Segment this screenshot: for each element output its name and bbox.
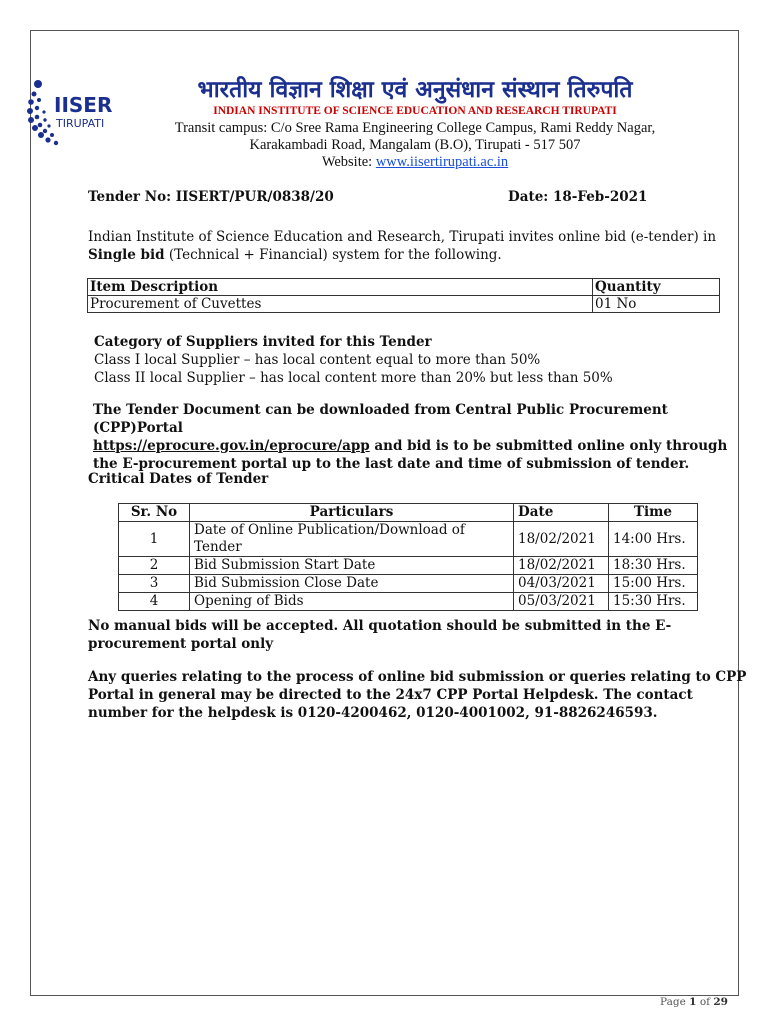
website-link[interactable]: www.iisertirupati.ac.in	[375, 154, 509, 170]
query-line-3: number for the helpdesk is 0120-4200462, 0120-4001002, 91-8826246593.	[88, 705, 658, 721]
particulars: Opening of Bids	[190, 593, 514, 611]
intro-paragraph	[88, 228, 728, 264]
download-paragraph	[93, 401, 729, 473]
table-row	[119, 557, 698, 575]
sr-no: 1	[119, 522, 190, 557]
category-heading: Category of Suppliers invited for this Tender	[94, 334, 432, 350]
time-cell: 15:00 Hrs.	[609, 575, 698, 593]
critical-dates-table	[118, 503, 698, 611]
item-quantity: 01 No	[593, 296, 720, 313]
address-line-2: Karakambadi Road, Mangalam (B.O), Tirupati - 517 507	[249, 137, 581, 153]
category-line-1: Class I local Supplier – has local content equal to more than 50%	[94, 352, 541, 368]
table-row	[119, 522, 698, 557]
date-cell: 18/02/2021	[514, 557, 609, 575]
page-number: 1	[689, 996, 697, 1008]
website-line	[140, 154, 690, 171]
table-row	[88, 296, 720, 313]
download-line-3: the E-procurement portal up to the last date and time of submission of tender.	[93, 456, 690, 472]
table-header-row	[88, 279, 720, 296]
hindi-title: भारतीय विज्ञान शिक्षा एवं अनुसंधान संस्थान तिरुपति	[197, 77, 633, 103]
particulars: Bid Submission Start Date	[190, 557, 514, 575]
website-label: Website:	[321, 154, 376, 170]
items-table	[87, 278, 720, 313]
category-line-2: Class II local Supplier – has local content more than 20% but less than 50%	[94, 370, 613, 386]
sr-no: 4	[119, 593, 190, 611]
manual-line-1: No manual bids will be accepted. All quotation should be submitted in the E-	[88, 618, 672, 634]
eprocure-link[interactable]: https://eprocure.gov.in/eprocure/app	[93, 438, 370, 454]
critical-dates-heading: Critical Dates of Tender	[88, 471, 269, 487]
manual-line-2: procurement portal only	[88, 636, 274, 652]
table-header-row	[119, 504, 698, 522]
time-cell: 14:00 Hrs.	[609, 522, 698, 557]
sr-no: 2	[119, 557, 190, 575]
header-sr-no: Sr. No	[119, 504, 190, 522]
intro-line-2	[88, 246, 728, 264]
table-row	[119, 593, 698, 611]
download-line-2	[93, 437, 729, 455]
intro-rest: (Technical + Financial) system for the following.	[164, 247, 502, 263]
date-cell: 04/03/2021	[514, 575, 609, 593]
table-row	[119, 575, 698, 593]
time-cell: 18:30 Hrs.	[609, 557, 698, 575]
tender-date: Date: 18-Feb-2021	[508, 189, 648, 205]
address-line-1: Transit campus: C/o Sree Rama Engineering College Campus, Rami Reddy Nagar,	[174, 120, 656, 136]
intro-line-1: Indian Institute of Science Education and Research, Tirupati invites online bid (e-tender) in	[88, 229, 717, 245]
page-label: Page	[660, 996, 690, 1008]
tender-number: Tender No: IISERT/PUR/0838/20	[88, 189, 334, 205]
header-time: Time	[609, 504, 698, 522]
logo-subtext: TIRUPATI	[56, 117, 105, 130]
page-total: 29	[713, 996, 728, 1008]
header-date: Date	[514, 504, 609, 522]
single-bid: Single bid	[88, 247, 165, 263]
header-quantity: Quantity	[593, 279, 720, 296]
supplier-category	[94, 333, 613, 387]
manual-bids-note	[88, 617, 671, 653]
download-line-2-rest: and bid is to be submitted online only through	[369, 438, 728, 454]
sr-no: 3	[119, 575, 190, 593]
item-description: Procurement of Cuvettes	[88, 296, 593, 313]
date-cell: 05/03/2021	[514, 593, 609, 611]
date-cell: 18/02/2021	[514, 522, 609, 557]
particulars: Date of Online Publication/Download of Tender	[190, 522, 514, 557]
header-item-description: Item Description	[88, 279, 593, 296]
iiser-logo	[26, 72, 126, 154]
download-line-1: The Tender Document can be downloaded from Central Public Procurement (CPP)Portal	[93, 402, 668, 436]
page-of: of	[696, 996, 714, 1008]
logo-text: IISER	[54, 93, 113, 117]
query-line-1: Any queries relating to the process of online bid submission or queries relating to CPP	[88, 669, 747, 685]
time-cell: 15:30 Hrs.	[609, 593, 698, 611]
particulars: Bid Submission Close Date	[190, 575, 514, 593]
header-particulars: Particulars	[190, 504, 514, 522]
page-footer	[660, 996, 728, 1008]
queries-note	[88, 668, 746, 722]
address-block	[140, 120, 690, 171]
query-line-2: Portal in general may be directed to the 24x7 CPP Portal Helpdesk. The contact	[88, 687, 693, 703]
institute-name: INDIAN INSTITUTE OF SCIENCE EDUCATION AND RESEARCH TIRUPATI	[213, 105, 617, 117]
